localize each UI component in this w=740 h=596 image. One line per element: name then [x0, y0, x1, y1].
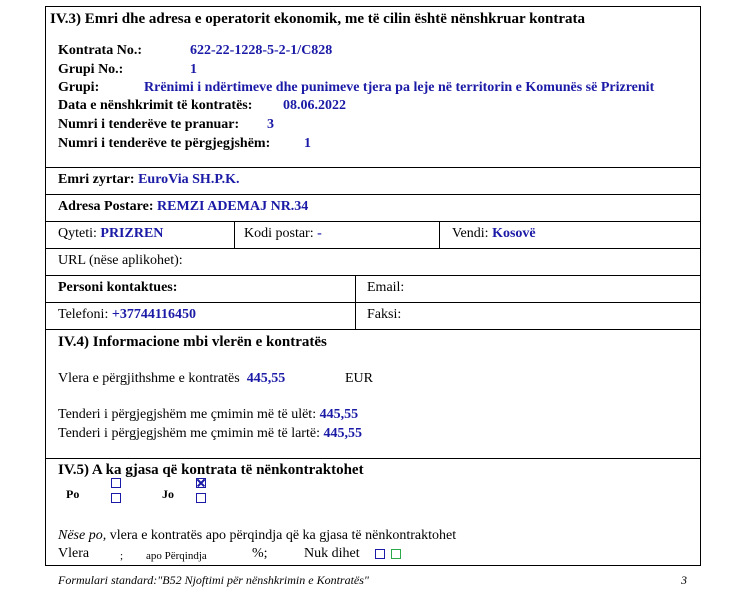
lowest-label: Tenderi i përgjegjshëm me çmimin më të ulët: [58, 407, 317, 422]
column-divider [439, 221, 440, 248]
divider [45, 221, 701, 222]
group-no-value: 1 [190, 62, 197, 77]
column-divider [234, 221, 235, 248]
divider [45, 275, 701, 276]
postal-address-label: Adresa Postare: [58, 199, 154, 214]
divider [45, 458, 701, 459]
semicolon: ; [120, 550, 124, 562]
email-label: Email: [367, 280, 405, 295]
phone-label: Telefoni: [58, 307, 109, 322]
tenders-responsive-label: Numri i tenderëve te përgjegjshëm: [58, 136, 271, 151]
section-title: IV.4) Informacione mbi vlerën e kontratës [58, 334, 327, 350]
postal-code-label: Kodi postar: [244, 226, 314, 241]
city-label: Qyteti: [58, 226, 97, 241]
if-yes-italic: Nëse po, [58, 528, 107, 543]
contract-no-value: 622-22-1228-5-2-1/C828 [190, 43, 333, 58]
divider [45, 248, 701, 249]
section-title: IV.3) Emri dhe adresa e operatorit ekonomik, me të cilin është nënshkruar kontrata [50, 11, 585, 27]
contract-no-label: Kontrata No.: [58, 43, 142, 58]
if-yes-text: vlera e kontratës apo përqindja që ka gjasa të nënkontraktohet [109, 528, 457, 543]
tenders-responsive-value: 1 [304, 136, 311, 151]
url-label: URL (nëse aplikohet): [58, 253, 183, 268]
divider [45, 329, 701, 330]
total-value: 445,55 [246, 371, 286, 386]
form-name: Formulari standard:"B52 Njoftimi për nënshkrimin e Kontratës" [58, 573, 369, 587]
lowest-value: 445,55 [319, 407, 359, 422]
fax-label: Faksi: [367, 307, 402, 322]
checkbox-unknown-alt[interactable] [391, 549, 401, 559]
group-no-label: Grupi No.: [58, 62, 124, 77]
page-number: 3 [681, 573, 687, 587]
total-value-label: Vlera e përgjithshme e kontratës [58, 371, 240, 386]
country-value: Kosovë [492, 226, 536, 241]
official-name-value: EuroVia SH.P.K. [138, 172, 240, 187]
official-name-label: Emri zyrtar: [58, 172, 135, 187]
group-value: Rrënimi i ndërtimeve dhe punimeve tjera pa leje në territorin e Komunës së Prizrenit [144, 80, 655, 95]
checkbox-yes-top[interactable] [111, 478, 121, 488]
contact-person-label: Personi kontaktues: [58, 280, 178, 295]
yes-label: Po [66, 487, 80, 501]
tenders-received-label: Numri i tenderëve te pranuar: [58, 117, 240, 132]
city-value: PRIZREN [100, 226, 164, 241]
value-label: Vlera [58, 546, 90, 561]
highest-value: 445,55 [323, 426, 362, 441]
percent-sign: %; [252, 546, 268, 561]
sign-date-label: Data e nënshkrimit të kontratës: [58, 98, 253, 113]
country-label: Vendi: [452, 226, 489, 241]
no-label: Jo [162, 487, 174, 501]
section-title: IV.5) A ka gjasa që kontrata të nënkontraktohet [58, 462, 364, 478]
column-divider [355, 275, 356, 329]
checkbox-yes[interactable] [111, 493, 121, 503]
checkbox-no[interactable] [196, 493, 206, 503]
divider [45, 302, 701, 303]
checkbox-no-checked[interactable] [196, 478, 206, 488]
phone-value: +37744116450 [111, 307, 197, 322]
group-label: Grupi: [58, 80, 100, 95]
unknown-label: Nuk dihet [304, 546, 360, 561]
postal-address-value: REMZI ADEMAJ NR.34 [157, 199, 309, 214]
checkbox-unknown[interactable] [375, 549, 385, 559]
highest-label: Tenderi i përgjegjshëm me çmimin më të lartë: [58, 426, 320, 441]
postal-code-value: - [317, 226, 322, 241]
percent-label: apo Përqindja [146, 550, 207, 562]
divider [45, 194, 701, 195]
divider [45, 167, 701, 168]
tenders-received-value: 3 [267, 117, 274, 132]
currency: EUR [345, 371, 373, 386]
sign-date-value: 08.06.2022 [283, 98, 346, 113]
